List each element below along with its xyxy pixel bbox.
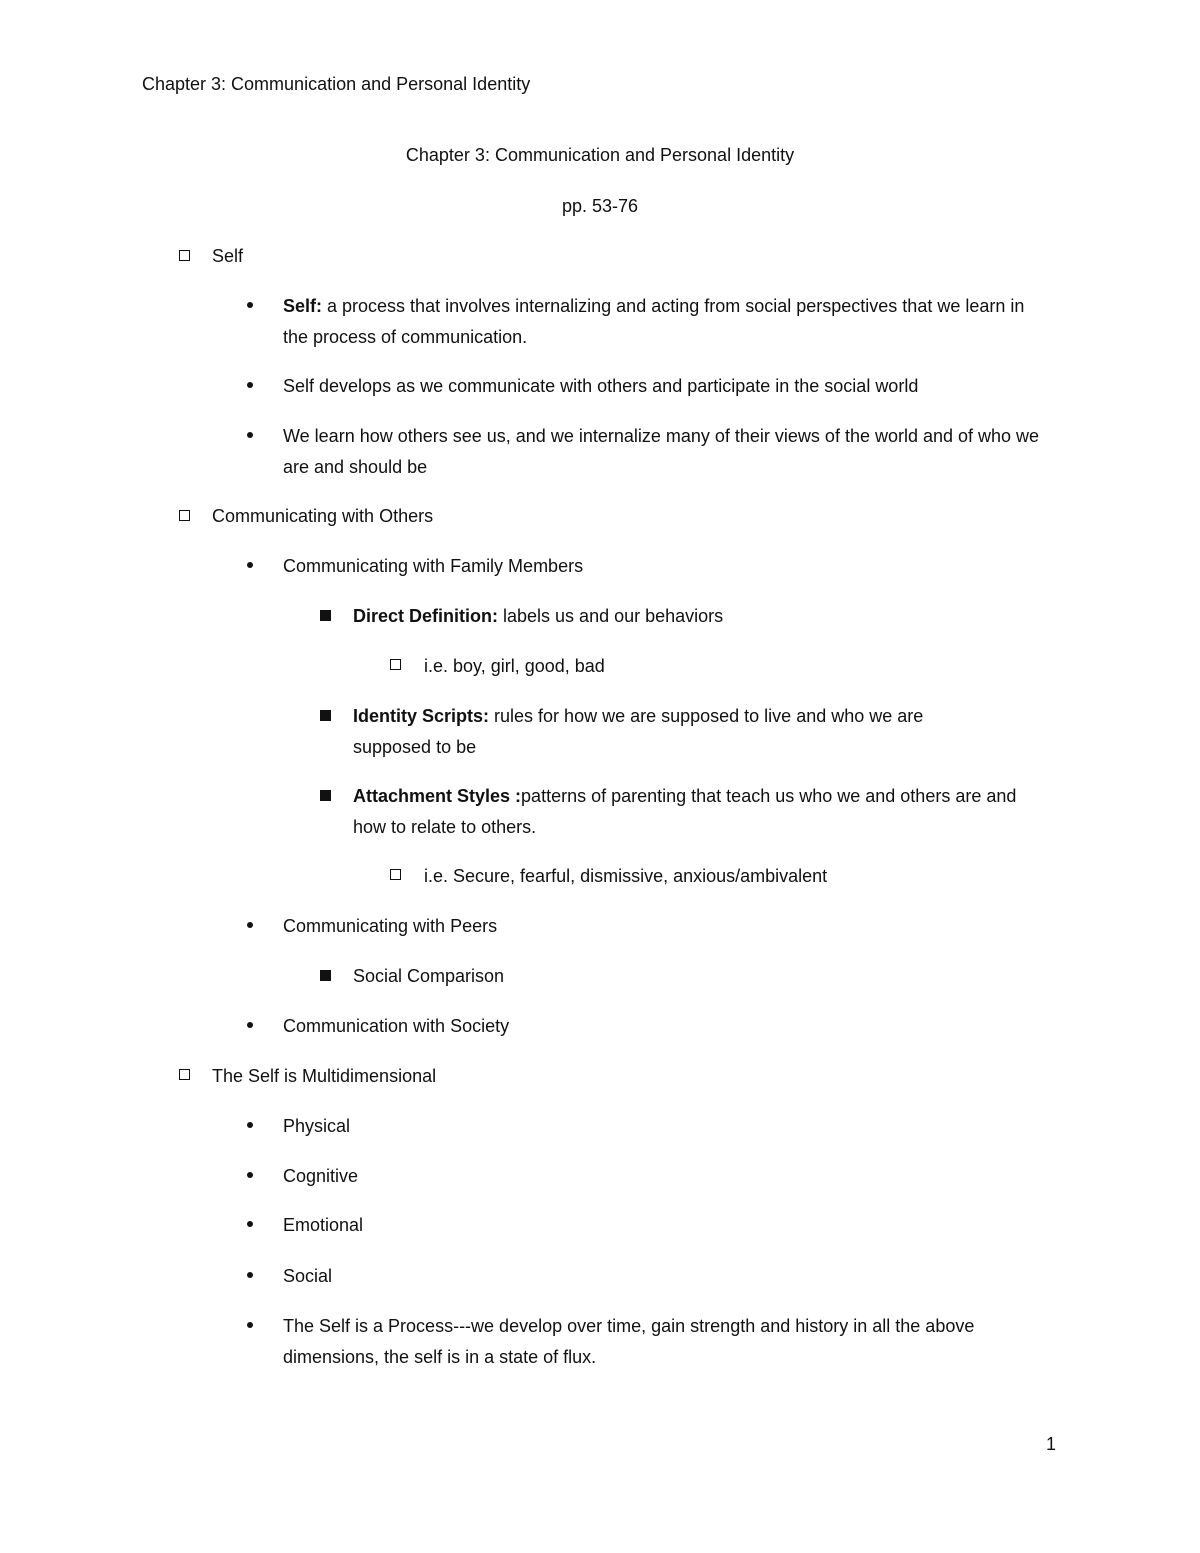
round-bullet-icon (247, 562, 253, 568)
round-bullet-icon (247, 922, 253, 928)
list-item-peers: Communicating with Peers (283, 916, 498, 936)
section-heading-self: Self (212, 246, 244, 266)
list-item-self-develops: Self develops as we communicate with others and participate in the social world (283, 376, 919, 396)
list-item-direct-definition (353, 601, 1053, 632)
list-item-we-learn: We learn how others see us, and we internalize many of their views of the world and of who we are and should be (283, 426, 1040, 477)
section-heading-communicating: Communicating with Others (212, 506, 434, 526)
round-bullet-icon (247, 1122, 253, 1128)
list-item-attachment-styles (353, 781, 1053, 843)
round-bullet-icon (247, 382, 253, 388)
list-item-attachment-example: i.e. Secure, fearful, dismissive, anxious/ambivalent (424, 866, 828, 886)
list-item-social-comparison: Social Comparison (353, 966, 505, 986)
definition-attachment-styles: patterns of parenting that teach us who we and others are and how to relate to others. (353, 786, 1017, 837)
definition-self: a process that involves internalizing and acting from social perspectives that we learn in the process of communication. (283, 296, 1025, 347)
page-range: pp. 53-76 (561, 196, 639, 216)
list-item-physical: Physical (283, 1116, 351, 1136)
running-header: Chapter 3: Communication and Personal Identity (142, 74, 531, 94)
list-item-process: The Self is a Process---we develop over time, gain strength and history in all the above dimensions, the self is in a state of flux. (283, 1316, 975, 1367)
document-title: Chapter 3: Communication and Personal Identity (405, 145, 795, 165)
checkbox-bullet-icon (179, 250, 190, 261)
round-bullet-icon (247, 1172, 253, 1178)
round-bullet-icon (247, 302, 253, 308)
checkbox-bullet-icon (179, 1069, 190, 1080)
square-bullet-icon (320, 710, 331, 721)
round-bullet-icon (247, 1272, 253, 1278)
list-item-social: Social (283, 1266, 333, 1286)
list-item-cognitive: Cognitive (283, 1166, 359, 1186)
term-attachment-styles: Attachment Styles : (353, 786, 522, 806)
round-bullet-icon (247, 1221, 253, 1227)
list-item-self-definition (283, 291, 1053, 353)
square-bullet-icon (320, 790, 331, 801)
term-identity-scripts: Identity Scripts: (353, 706, 490, 726)
list-item-family: Communicating with Family Members (283, 556, 584, 576)
square-bullet-icon (320, 970, 331, 981)
page-number: 1 (1046, 1434, 1057, 1454)
list-item-direct-example: i.e. boy, girl, good, bad (424, 656, 605, 676)
list-item-identity-scripts (353, 701, 993, 763)
square-bullet-icon (320, 610, 331, 621)
checkbox-bullet-icon (390, 869, 401, 880)
round-bullet-icon (247, 432, 253, 438)
list-item-emotional: Emotional (283, 1215, 364, 1235)
list-item-society: Communication with Society (283, 1016, 510, 1036)
round-bullet-icon (247, 1022, 253, 1028)
checkbox-bullet-icon (179, 510, 190, 521)
section-heading-multidimensional: The Self is Multidimensional (212, 1066, 437, 1086)
term-self: Self: (283, 296, 323, 316)
term-direct-definition: Direct Definition: (353, 606, 499, 626)
definition-direct-definition: labels us and our behaviors (498, 606, 724, 626)
checkbox-bullet-icon (390, 659, 401, 670)
definition-identity-scripts: rules for how we are supposed to live and who we are supposed to be (353, 706, 924, 757)
round-bullet-icon (247, 1322, 253, 1328)
